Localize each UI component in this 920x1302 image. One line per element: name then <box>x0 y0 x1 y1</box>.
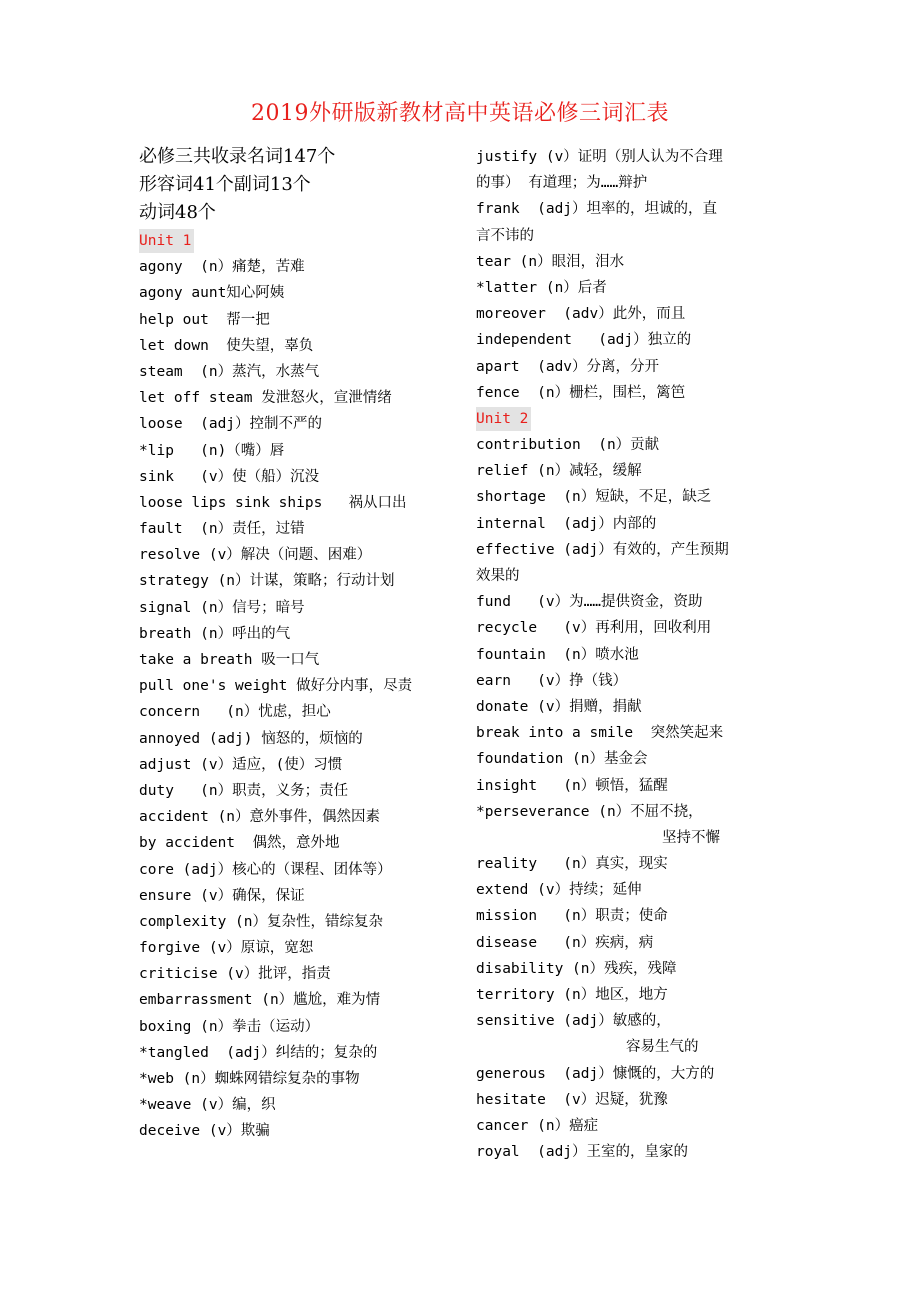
vocab-entry: *perseverance (n）不屈不挠， <box>476 803 703 820</box>
vocab-entry: strategy (n）计谋，策略；行动计划 <box>139 573 395 590</box>
vocab-entry: sensitive (adj）敏感的， <box>476 1013 671 1030</box>
vocab-entry: let down 使失望，辜负 <box>139 337 314 354</box>
unit-1-heading: Unit 1 <box>139 229 194 253</box>
vocab-entry: fountain (n）喷水池 <box>476 646 639 663</box>
vocab-entry: apart (adv）分离，分开 <box>476 358 660 375</box>
vocab-entry: agony (n）痛楚，苦难 <box>139 259 305 276</box>
vocab-entry: embarrassment (n）尴尬，难为情 <box>139 992 381 1009</box>
vocab-entry: criticise (v）批评，指责 <box>139 966 331 983</box>
vocab-entry: help out 帮一把 <box>139 311 270 328</box>
summary-line: 必修三共收录名词147个 <box>139 146 336 167</box>
vocab-entry: *weave (v）编，织 <box>139 1097 276 1114</box>
vocab-entry: internal (adj）内部的 <box>476 515 657 532</box>
vocab-entry: disability (n）残疾，残障 <box>476 960 677 977</box>
vocab-entry: break into a smile 突然笑起来 <box>476 725 724 742</box>
vocab-entry: loose (adj）控制不严的 <box>139 416 323 433</box>
vocab-entry: mission (n）职责；使命 <box>476 908 668 925</box>
vocab-entry: fund (v）为……提供资金，资助 <box>476 594 703 611</box>
vocab-entry: duty (n）职责，义务；责任 <box>139 782 349 799</box>
unit-1-word-list <box>139 254 459 1144</box>
unit-2-heading: Unit 2 <box>476 407 531 431</box>
vocab-entry: fault (n）责任，过错 <box>139 521 305 538</box>
vocab-entry: boxing (n）拳击（运动） <box>139 1018 320 1035</box>
vocab-entry: recycle (v）再利用，回收利用 <box>476 620 712 637</box>
vocab-entry: let off steam 发泄怒火，宣泄情绪 <box>139 390 392 407</box>
vocab-entry: reality (n）真实，现实 <box>476 856 668 873</box>
vocab-entry: signal (n）信号；暗号 <box>139 599 305 616</box>
vocab-entry: 坚持不懈 <box>662 829 720 846</box>
unit-2-word-list <box>476 432 786 1165</box>
vocab-entry: contribution (n）贡献 <box>476 437 660 454</box>
vocab-entry: by accident 偶然，意外地 <box>139 835 340 852</box>
vocab-entry: moreover (adv）此外，而且 <box>476 306 686 323</box>
vocab-entry: justify (v）证明（别人认为不合理 <box>476 149 723 165</box>
vocab-entry: territory (n）地区，地方 <box>476 987 668 1003</box>
vocab-entry: foundation (n）基金会 <box>476 751 648 768</box>
vocab-entry: ensure (v）确保，保证 <box>139 887 305 904</box>
vocab-entry: concern (n）忧虑，担心 <box>139 704 331 721</box>
vocab-entry: fence (n）栅栏，围栏，篱笆 <box>476 384 686 401</box>
vocab-entry: pull one's weight 做好分内事，尽责 <box>139 678 413 695</box>
vocab-entry: extend (v）持续；延伸 <box>476 882 642 899</box>
vocab-entry: relief (n）减轻，缓解 <box>476 463 642 480</box>
vocab-entry: sink (v）使（船）沉没 <box>139 468 320 485</box>
vocab-entry: *web (n）蜘蛛网错综复杂的事物 <box>139 1071 360 1087</box>
vocab-entry: complexity (n）复杂性，错综复杂 <box>139 913 383 930</box>
vocab-entry: *latter (n）后者 <box>476 279 607 296</box>
vocab-entry: take a breath 吸一口气 <box>139 652 320 668</box>
vocab-entry: core (adj）核心的（课程、团体等） <box>139 861 392 878</box>
vocab-entry: *tangled (adj）纠结的；复杂的 <box>139 1044 378 1061</box>
vocab-entry: earn (v）挣（钱） <box>476 672 628 689</box>
vocab-entry: cancer (n）癌症 <box>476 1117 599 1134</box>
summary-line: 形容词41个副词13个 <box>139 174 311 195</box>
vocab-entry: royal (adj）王室的，皇家的 <box>476 1144 689 1161</box>
vocab-entry: independent (adj）独立的 <box>476 332 692 349</box>
left-column <box>139 144 459 1145</box>
vocab-entry: *lip (n)（嘴）唇 <box>139 442 285 459</box>
vocab-entry: shortage (n）短缺，不足，缺乏 <box>476 489 712 506</box>
unit-1-word-list-continued <box>476 144 786 406</box>
vocab-entry: adjust (v）适应，(使）习惯 <box>139 756 343 773</box>
vocab-entry: hesitate (v）迟疑，犹豫 <box>476 1091 668 1108</box>
vocab-entry: frank (adj）坦率的，坦诚的，直 <box>476 201 718 218</box>
vocab-entry: 效果的 <box>476 568 520 584</box>
vocab-entry: agony aunt知心阿姨 <box>139 285 285 302</box>
vocab-entry: breath (n）呼出的气 <box>139 625 291 642</box>
vocab-entry: effective (adj）有效的，产生预期 <box>476 541 729 558</box>
vocab-entry: tear (n）眼泪，泪水 <box>476 253 625 270</box>
vocab-entry: generous (adj）慷慨的，大方的 <box>476 1065 715 1082</box>
summary-line: 动词48个 <box>139 202 216 223</box>
vocab-entry: insight (n）顿悟，猛醒 <box>476 777 668 794</box>
vocab-entry: forgive (v）原谅，宽恕 <box>139 940 314 957</box>
vocab-entry: steam (n）蒸汽，水蒸气 <box>139 363 320 380</box>
vocab-entry: donate (v）捐赠，捐献 <box>476 698 642 715</box>
vocab-entry: 言不讳的 <box>476 227 534 244</box>
vocab-entry: annoyed (adj) 恼怒的，烦恼的 <box>139 730 363 747</box>
vocab-entry: resolve (v）解决（问题、困难） <box>139 547 372 564</box>
vocab-entry: loose lips sink ships 祸从口出 <box>139 494 407 511</box>
vocab-entry: 容易生气的 <box>626 1039 699 1056</box>
vocab-entry: disease (n）疾病，病 <box>476 934 654 951</box>
vocab-entry: deceive (v）欺骗 <box>139 1123 270 1140</box>
right-column <box>476 144 786 1165</box>
document-title: 2019外研版新教材高中英语必修三词汇表 <box>251 101 669 126</box>
vocab-entry: accident (n）意外事件，偶然因素 <box>139 809 381 826</box>
vocab-entry: 的事） 有道理；为……辩护 <box>476 175 648 192</box>
